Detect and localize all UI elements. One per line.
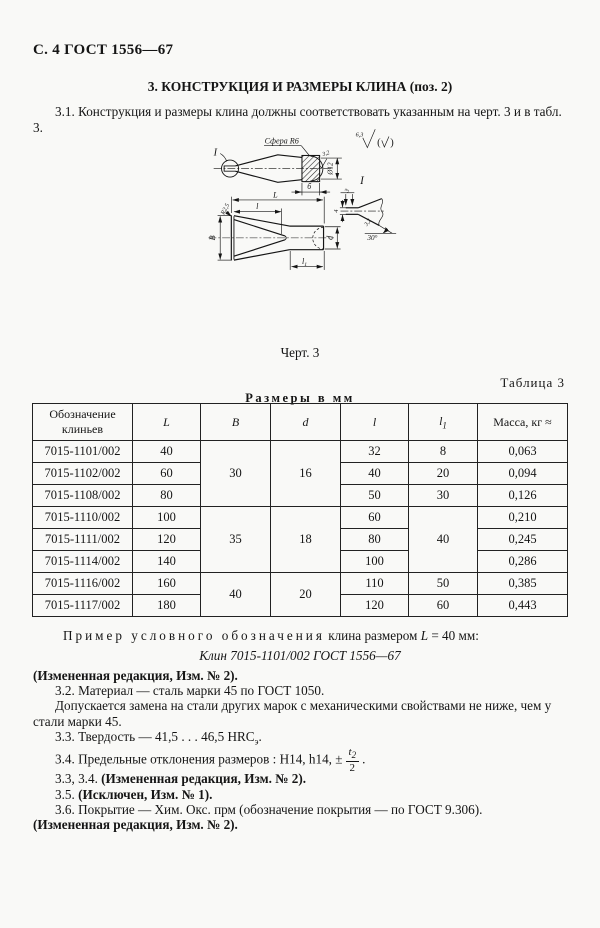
col-header-designation: Обозначение клиньев bbox=[33, 404, 133, 441]
paragraph-3-6: 3.6. Покрытие — Хим. Окс. прм (обозначение покрытия — по ГОСТ 9.306). bbox=[55, 802, 483, 817]
cell-l: 50 bbox=[341, 485, 409, 507]
cell-mass: 0,094 bbox=[478, 463, 568, 485]
cell-l1: 8 bbox=[409, 441, 478, 463]
figure-caption: Черт. 3 bbox=[280, 345, 320, 360]
paragraph-3-2: 3.2. Материал — сталь марки 45 по ГОСТ 1050. bbox=[55, 683, 325, 698]
cell-l: 60 bbox=[341, 507, 409, 529]
detail-ref-label: I bbox=[213, 147, 218, 159]
example-end-text: = 40 мм: bbox=[428, 628, 479, 643]
cell-l: 80 bbox=[341, 529, 409, 551]
cell-L: 80 bbox=[133, 485, 201, 507]
cell-mass: 0,126 bbox=[478, 485, 568, 507]
figure-drawing bbox=[0, 128, 600, 370]
col-header-d: d bbox=[271, 404, 341, 441]
col-header-l: l bbox=[341, 404, 409, 441]
cell-B: 35 bbox=[201, 507, 271, 573]
cell-designation: 7015-1111/002 bbox=[33, 529, 133, 551]
example-line bbox=[63, 628, 479, 644]
example-spaced-text: Пример условного обозначения bbox=[63, 628, 325, 643]
col-header-l1: $l_1$ bbox=[409, 404, 478, 441]
cell-L: 160 bbox=[133, 573, 201, 595]
page-header: С. 4 ГОСТ 1556—67 bbox=[33, 42, 174, 58]
table-row bbox=[33, 573, 568, 595]
dim-d-label: d bbox=[325, 235, 335, 240]
cell-l1: 20 bbox=[409, 463, 478, 485]
table-units-title: Размеры в мм bbox=[245, 391, 355, 405]
cell-designation: 7015-1110/002 bbox=[33, 507, 133, 529]
table-row bbox=[33, 507, 568, 529]
cell-mass: 0,245 bbox=[478, 529, 568, 551]
cell-l1: 50 bbox=[409, 573, 478, 595]
wedge-head-section bbox=[302, 155, 320, 181]
detail-roughness-label: 3,2 bbox=[363, 218, 373, 228]
detail-angle-label: 30° bbox=[367, 233, 378, 242]
cell-L: 60 bbox=[133, 463, 201, 485]
roughness-label: 3,2 bbox=[321, 150, 331, 159]
cell-l: 100 bbox=[341, 551, 409, 573]
cell-mass: 0,286 bbox=[478, 551, 568, 573]
paren-close: ) bbox=[390, 137, 394, 149]
cell-l: 40 bbox=[341, 463, 409, 485]
cell-d: 20 bbox=[271, 573, 341, 617]
cell-designation: 7015-1114/002 bbox=[33, 551, 133, 573]
amended-note-1: (Измененная редакция, Изм. № 2). bbox=[33, 668, 238, 683]
section-title: 3. КОНСТРУКЦИЯ И РАЗМЕРЫ КЛИНА (поз. 2) bbox=[147, 79, 453, 94]
cell-B: 30 bbox=[201, 441, 271, 507]
cell-mass: 0,385 bbox=[478, 573, 568, 595]
dim-l-label: l bbox=[256, 202, 259, 212]
radius-label: R2,5 bbox=[219, 202, 232, 216]
sphere-label: Сфера R6 bbox=[264, 136, 299, 146]
cell-designation: 7015-1108/002 bbox=[33, 485, 133, 507]
cell-designation: 7015-1102/002 bbox=[33, 463, 133, 485]
cell-designation: 7015-1101/002 bbox=[33, 441, 133, 463]
paragraph-3-3: 3.3. Твердость — 41,5 . . . 46,5 $HRC_э$. bbox=[55, 729, 262, 747]
tolerance-fraction: $\frac{t_2}{2}$ bbox=[346, 747, 360, 774]
cell-L: 120 bbox=[133, 529, 201, 551]
col-header-L: L bbox=[133, 404, 201, 441]
paragraph-3-4: 3.4. Предельные отклонения размеров : Н14, h14, ± $\frac{t_2}{2}$ . bbox=[55, 746, 366, 775]
surface-finish-symbol bbox=[356, 129, 395, 148]
example-designation: Клин 7015-1101/002 ГОСТ 1556—67 bbox=[199, 648, 401, 663]
table-header-row bbox=[33, 404, 568, 441]
cell-l: 32 bbox=[341, 441, 409, 463]
detail-view-title: I bbox=[360, 175, 364, 188]
detail-dim-4-label: 4 bbox=[332, 209, 340, 213]
figure-bottom-view bbox=[208, 190, 341, 270]
detail-dim-3-label: 3 bbox=[343, 187, 352, 194]
cell-l1: 30 bbox=[409, 485, 478, 507]
cell-L: 40 bbox=[133, 441, 201, 463]
paragraph-3-5: 3.5. (Исключен, Изм. № 1). bbox=[55, 787, 213, 802]
col-header-B: B bbox=[201, 404, 271, 441]
table-label: Таблица 3 bbox=[500, 375, 565, 390]
finish-value-label: 6,3 bbox=[355, 131, 364, 139]
cell-d: 16 bbox=[271, 441, 341, 507]
dimensions-table bbox=[32, 403, 568, 617]
hidden-sphere-arc bbox=[313, 227, 324, 249]
figure-detail-view bbox=[333, 188, 396, 242]
cell-designation: 7015-1116/002 bbox=[33, 573, 133, 595]
width-b-label: б bbox=[307, 181, 312, 191]
cell-d: 18 bbox=[271, 507, 341, 573]
cell-L: 140 bbox=[133, 551, 201, 573]
paragraph-3-1: 3.1. Конструкция и размеры клина должны соответствовать указанным на черт. 3 и в табл. 3. bbox=[33, 104, 562, 135]
dim-l1-label: $l_1$ bbox=[301, 257, 308, 269]
diameter-label: Ø12 bbox=[326, 162, 335, 175]
example-L: L bbox=[420, 628, 429, 643]
cell-mass: 0,443 bbox=[478, 595, 568, 617]
cell-l: 120 bbox=[341, 595, 409, 617]
cell-l: 110 bbox=[341, 573, 409, 595]
paragraph-3-3-3-4-amended: 3.3, 3.4. (Измененная редакция, Изм. № 2). bbox=[55, 771, 307, 786]
figure-top-view bbox=[213, 129, 395, 195]
col-header-mass: Масса, кг ≈ bbox=[478, 404, 568, 441]
paragraph-3-2b: Допускается замена на стали других марок с механическими свойствами не ниже, чем у стали марки 45. bbox=[33, 698, 552, 729]
cell-mass: 0,210 bbox=[478, 507, 568, 529]
cell-l1: 40 bbox=[409, 507, 478, 573]
cell-L: 100 bbox=[133, 507, 201, 529]
amended-note-2: (Измененная редакция, Изм. № 2). bbox=[33, 817, 238, 832]
table-row bbox=[33, 441, 568, 463]
example-mid-text: клина размером bbox=[324, 628, 421, 643]
dim-B-label: В bbox=[207, 235, 217, 241]
dim-L-label: L bbox=[273, 190, 278, 200]
paren-open: ( bbox=[377, 137, 381, 149]
cell-l1: 60 bbox=[409, 595, 478, 617]
cell-designation: 7015-1117/002 bbox=[33, 595, 133, 617]
cell-mass: 0,063 bbox=[478, 441, 568, 463]
cell-L: 180 bbox=[133, 595, 201, 617]
cell-B: 40 bbox=[201, 573, 271, 617]
